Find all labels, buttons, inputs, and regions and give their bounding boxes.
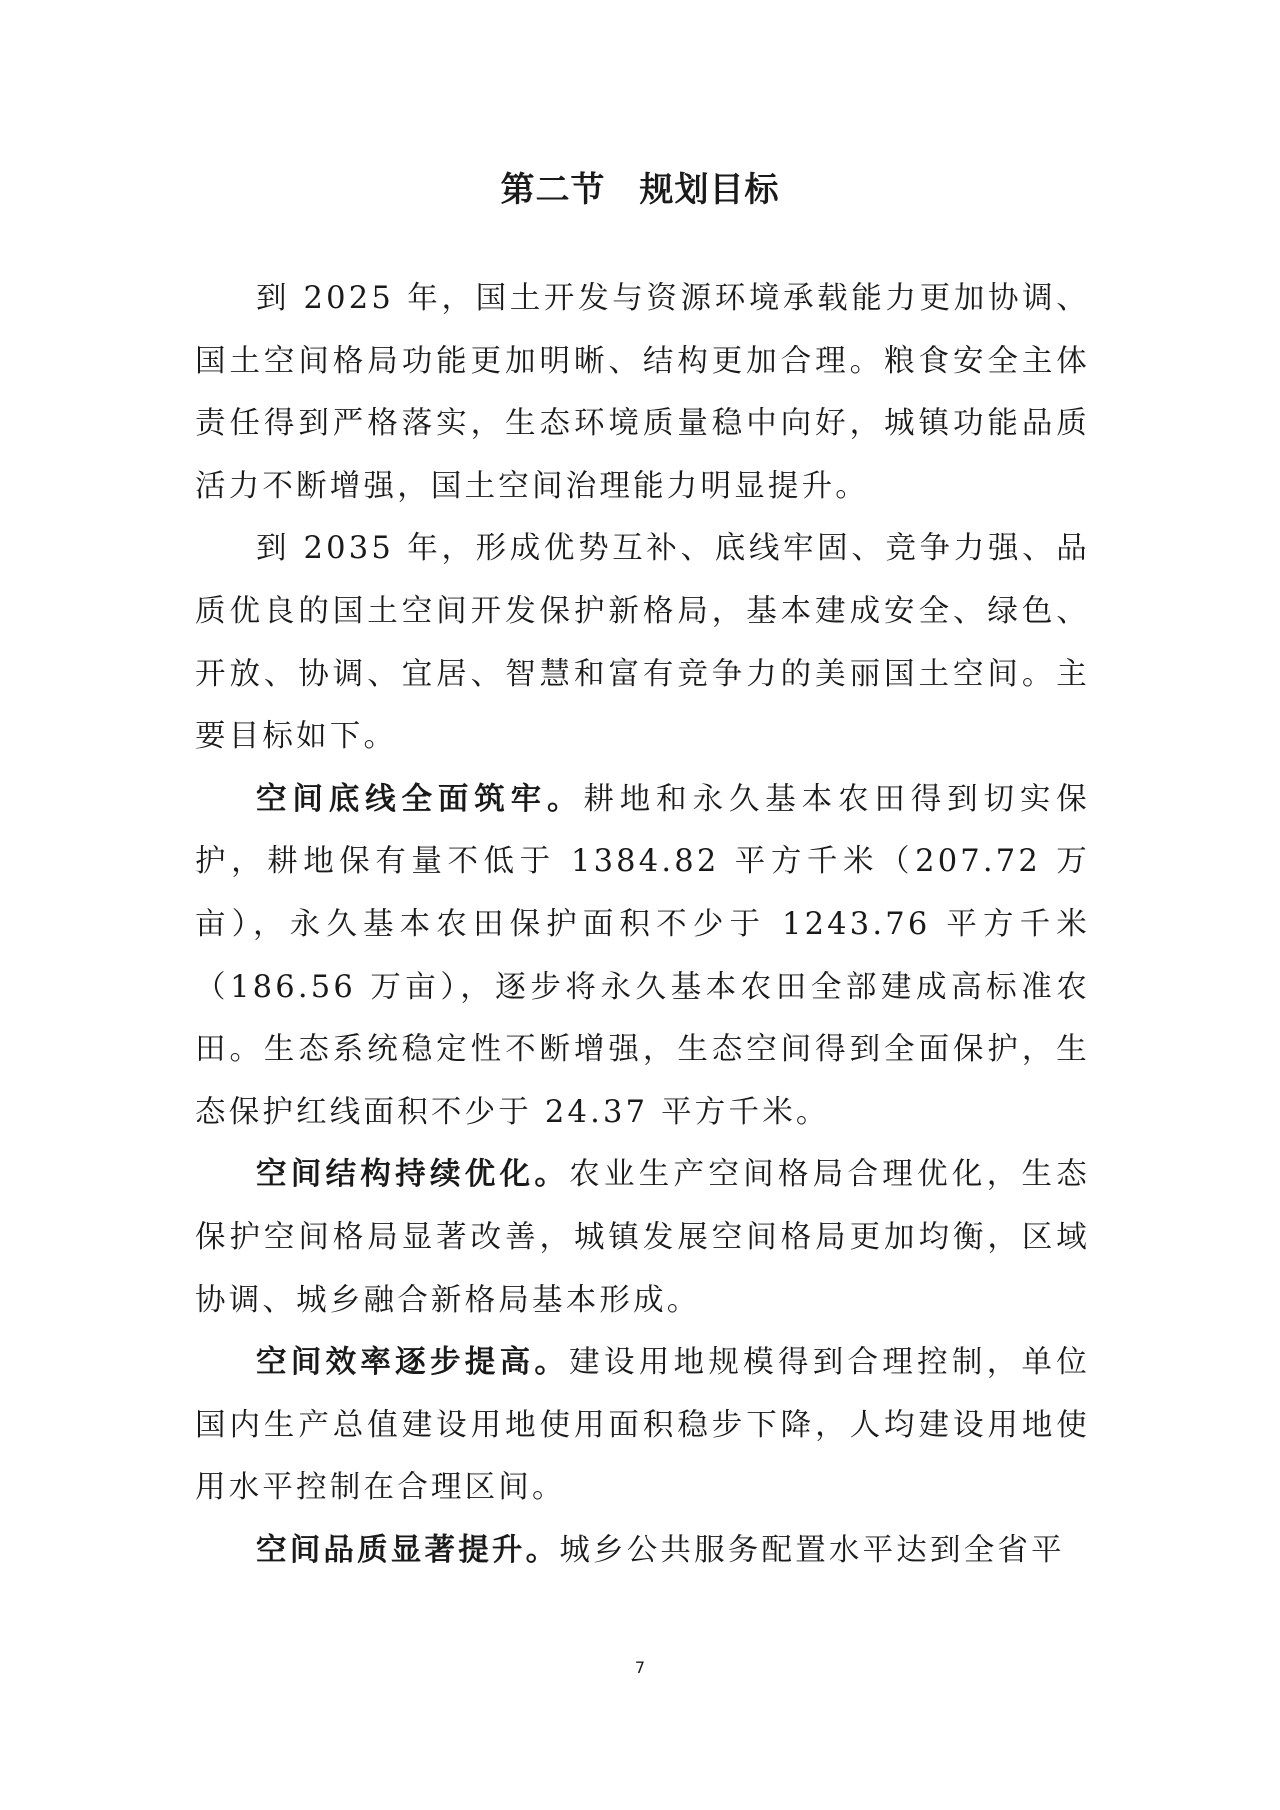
paragraph-lead: 空间效率逐步提高。: [256, 1345, 570, 1381]
body-text: [195, 268, 1090, 1582]
page-number: 7: [634, 1658, 646, 1677]
section-title: 规划目标: [639, 170, 780, 210]
paragraph: [195, 1520, 1090, 1583]
paragraph-text: 农业生产空间格局合理优化，生态保护空间格局显著改善，城镇发展空间格局更加均衡，区域协调、城乡融合新格局基本形成。: [195, 1157, 1090, 1318]
paragraph-text: 到 2035 年，形成优势互补、底线牢固、竞争力强、品质优良的国土空间开发保护新格局，基本建成安全、绿色、开放、协调、宜居、智慧和富有竞争力的美丽国土空间。主要目标如下。: [195, 531, 1090, 755]
paragraph: [195, 518, 1090, 768]
section-heading: [0, 168, 1280, 212]
paragraph: [195, 769, 1090, 1145]
paragraph-text: 建设用地规模得到合理控制，单位国内生产总值建设用地使用面积稳步下降，人均建设用地使用水平控制在合理区间。: [195, 1345, 1090, 1506]
section-number: 第二节: [500, 170, 606, 210]
paragraph-text: 到 2025 年，国土开发与资源环境承载能力更加协调、国土空间格局功能更加明晰、结构更加合理。粮食安全主体责任得到严格落实，生态环境质量稳中向好，城镇功能品质活力不断增强，国土空间治理能力明显提升。: [195, 281, 1090, 504]
paragraph: [195, 1332, 1090, 1520]
paragraph-lead: 空间底线全面筑牢。: [256, 781, 584, 817]
paragraph-text: 耕地和永久基本农田得到切实保护，耕地保有量不低于 1384.82 平方千米（207.72 万亩），永久基本农田保护面积不少于 1243.76 平方千米（186.56 万亩），逐步将永久基本农田全部建成高标准农田。生态系统稳定性不断增强，生态空间得到全面保护，生态保护红线面积不少于 24.37 平方千米。: [195, 781, 1090, 1130]
paragraph-text: 城乡公共服务配置水平达到全省平: [559, 1532, 1065, 1568]
paragraph-lead: 空间品质显著提升。: [256, 1532, 560, 1568]
paragraph: [195, 268, 1090, 518]
paragraph: [195, 1144, 1090, 1332]
paragraph-lead: 空间结构持续优化。: [256, 1157, 570, 1193]
